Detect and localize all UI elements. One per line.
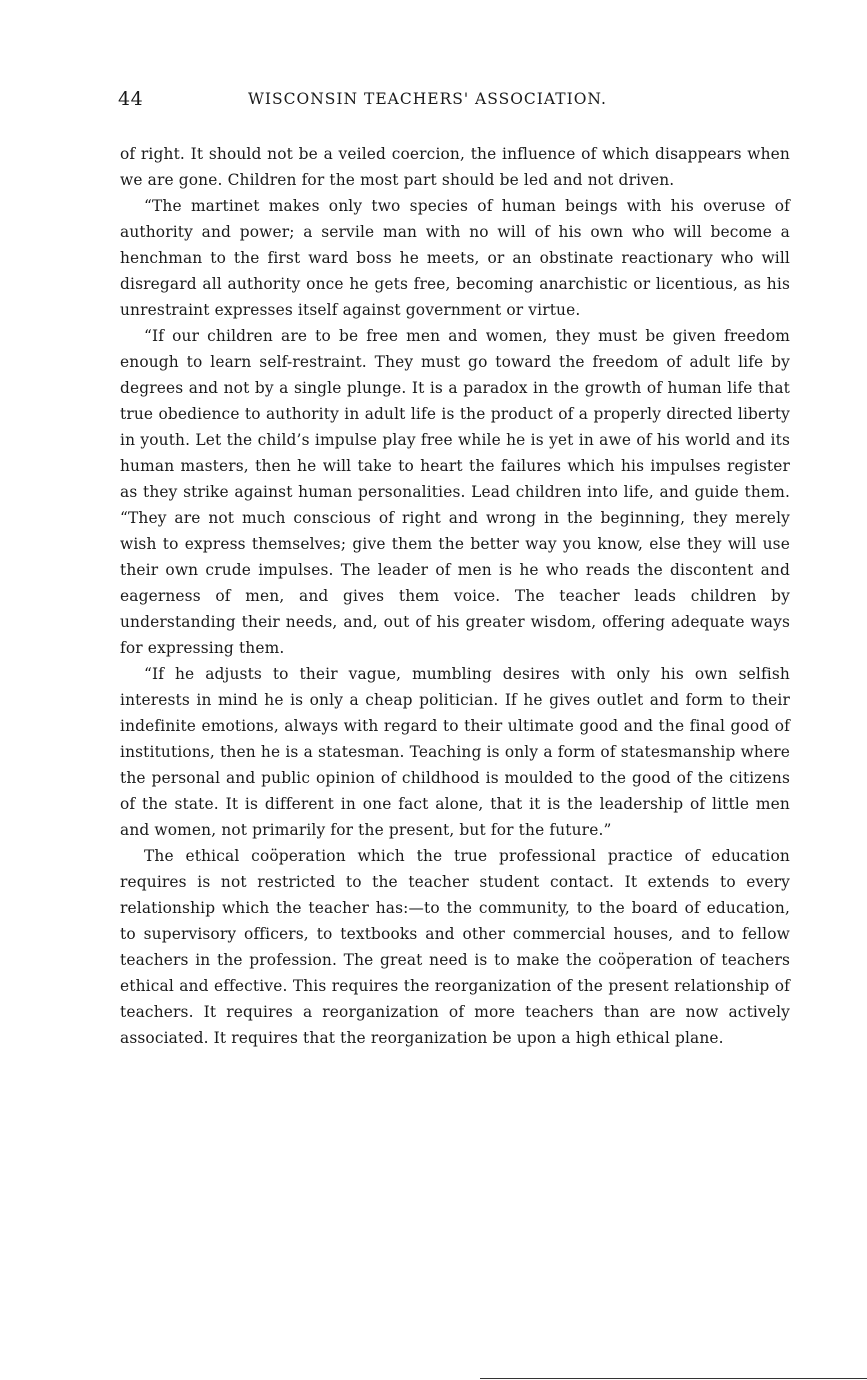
page-header xyxy=(118,88,778,114)
paragraph-free-men: “If our children are to be free men and women, they must be given freedom enough to learn self-restraint. They must go toward the freedom of adult life by degrees and not by a single plunge. It is a paradox in the growth of human life that true obedience to authority in adult life is the product of a properly directed liberty in youth. Let the child’s impulse play free while he is yet in awe of his world and its human masters, then he will take to heart the failures which his impulses register as they strike against human personalities. Lead children into life, and guide them. “They are not much conscious of right and wrong in the beginning, they merely wish to express themselves; give them the better way you know, else they will use their own crude impulses. The leader of men is he who reads the discontent and eagerness of men, and gives them voice. The teacher leads children by understanding their needs, and, out of his greater wisdom, offering adequate ways for expressing them. xyxy=(120,327,790,657)
page-number: 44 xyxy=(118,88,144,110)
paragraph-martinet: “The martinet makes only two species of human beings with his overuse of authority and power; a servile man with no will of his own who will become a henchman to the first ward boss he meets, or an obstinate reactionary who will disregard all authority once he gets free, becoming anarchistic or licentious, as his unrestraint expresses itself against government or virtue. xyxy=(120,197,790,319)
paragraph-continuation: of right. It should not be a veiled coercion, the influence of which disappears when we are gone. Children for the most part should be led and not driven. xyxy=(120,145,790,189)
paragraph-statesman: “If he adjusts to their vague, mumbling desires with only his own selfish interests in mind he is only a cheap politician. If he gives outlet and form to their indefinite emotions, always with regard to their ultimate good and the final good of institutions, then he is a statesman. Teaching is only a form of statesmanship where the personal and public opinion of childhood is moulded to the good of the citizens of the state. It is different in one fact alone, that it is the leadership of little men and women, not primarily for the present, but for the future.” xyxy=(120,665,790,839)
bottom-rule xyxy=(480,1378,867,1379)
paragraph-ethical-cooperation: The ethical coöperation which the true professional practice of education requires is not restricted to the teacher student contact. It extends to every relationship which the teacher has:—to the community, to the board of education, to supervisory officers, to textbooks and other commercial houses, and to fellow teachers in the profession. The great need is to make the coöperation of teachers ethical and effective. This requires the reorganization of the present relationship of teachers. It requires a reorganization of more teachers than are now actively associated. It requires that the reorganization be upon a high ethical plane. xyxy=(120,847,790,1047)
body-text xyxy=(120,141,790,1051)
running-title: WISCONSIN TEACHERS' ASSOCIATION. xyxy=(248,90,607,108)
